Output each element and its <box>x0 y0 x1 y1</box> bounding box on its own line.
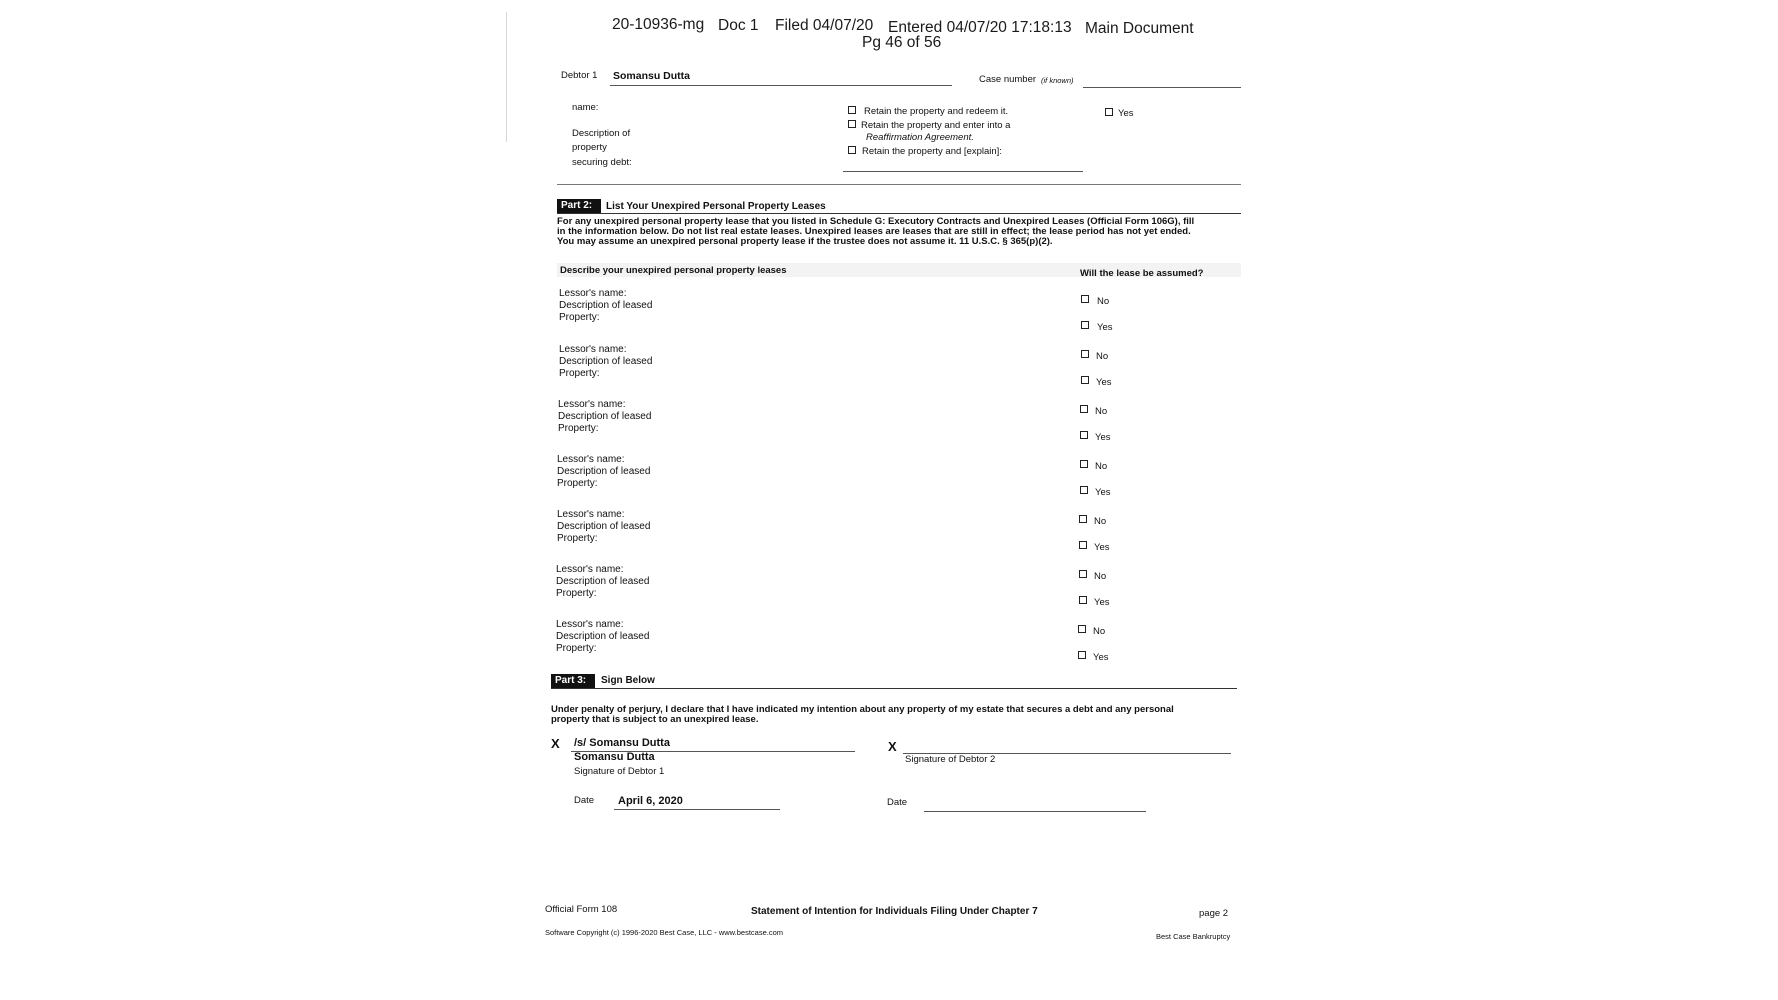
signature1-value[interactable]: /s/ Somansu Dutta <box>574 737 670 749</box>
debtor1-name-line <box>610 85 952 86</box>
retain-reaffirm-label-2: Reaffirmation Agreement. <box>866 132 974 143</box>
lessor-name-label: Lessor's name: <box>559 344 627 355</box>
filed-date: Filed 04/07/20 <box>775 17 874 34</box>
date1-value[interactable]: April 6, 2020 <box>618 795 683 807</box>
lease-assumed-no-checkbox[interactable] <box>1080 460 1088 468</box>
date1-line <box>614 809 780 810</box>
leased-description-label: Description of leased <box>556 576 650 587</box>
leased-property-label: Property: <box>556 588 597 599</box>
lease-assumed-no-label: No <box>1097 296 1110 307</box>
perjury-declaration <box>551 705 1241 725</box>
date2-label: Date <box>887 797 908 808</box>
lease-entry <box>556 619 649 655</box>
part2-tag: Part 2: <box>557 199 601 213</box>
lessor-name-label: Lessor's name: <box>557 509 625 520</box>
footer-form-title: Statement of Intention for Individuals Filing Under Chapter 7 <box>751 906 1038 917</box>
lease-assumed-no-label: No <box>1094 516 1107 527</box>
retain-reaffirm-label-1: Retain the property and enter into a <box>861 120 1011 131</box>
lease-entry <box>559 344 652 380</box>
entered-date: Entered 04/07/20 17:18:13 <box>888 19 1072 36</box>
case-number-label: Case number <box>979 74 1037 85</box>
retain-reaffirm-checkbox[interactable] <box>848 120 856 128</box>
perjury-declaration-line-1: Under penalty of perjury, I declare that I have indicated my intention about any property of my estate that secures a debt and any personal <box>551 704 1174 715</box>
lease-assumed-yes-label: Yes <box>1093 652 1109 663</box>
footer-page-number: page 2 <box>1199 908 1229 919</box>
lease-assumed-yes-checkbox[interactable] <box>1079 541 1087 549</box>
perjury-declaration-line-2: property that is subject to an unexpired lease. <box>551 714 759 725</box>
lease-assumed-yes-checkbox[interactable] <box>1080 431 1088 439</box>
leased-property-label: Property: <box>559 312 600 323</box>
lease-assumed-no-checkbox[interactable] <box>1081 295 1089 303</box>
lease-entry <box>557 509 650 545</box>
lease-assumed-yes-label: Yes <box>1094 542 1110 553</box>
lease-assumed-no-label: No <box>1093 626 1106 637</box>
leased-description-label: Description of leased <box>558 411 652 422</box>
lease-assumed-no-label: No <box>1096 351 1109 362</box>
lease-assumed-yes-checkbox[interactable] <box>1081 321 1089 329</box>
signature1-printed-name: Somansu Dutta <box>574 751 655 763</box>
lessor-name-label: Lessor's name: <box>556 619 624 630</box>
page-of-header: Pg 46 of 56 <box>862 34 942 51</box>
lease-assumed-yes-checkbox[interactable] <box>1078 651 1086 659</box>
leased-description-label: Description of leased <box>559 300 653 311</box>
lessor-name-label: Lessor's name: <box>559 288 627 299</box>
leased-description-label: Description of leased <box>559 356 653 367</box>
part1-end-rule <box>557 184 1241 185</box>
part2-rule <box>557 213 1241 214</box>
property-description-label-1: Description of <box>572 128 631 139</box>
lease-assumed-no-checkbox[interactable] <box>1078 625 1086 633</box>
footer-brand: Best Case Bankruptcy <box>1156 932 1231 941</box>
signature1-x-mark: X <box>551 736 560 751</box>
lease-assumed-yes-label: Yes <box>1097 322 1113 333</box>
property-description-label-2: property <box>572 142 607 153</box>
leased-property-label: Property: <box>556 643 597 654</box>
lease-assumed-yes-label: Yes <box>1095 487 1111 498</box>
case-number-header: 20-10936-mg <box>612 16 705 33</box>
part2-instructions-line-3: You may assume an unexpired personal property lease if the trustee does not assume it. 11 U.S.C. § 365(p)(2). <box>557 236 1053 247</box>
lease-entry <box>558 399 651 435</box>
footer-form-number: Official Form 108 <box>545 904 618 915</box>
lease-col-assumed: Will the lease be assumed? <box>1080 268 1204 279</box>
retain-redeem-label: Retain the property and redeem it. <box>864 106 1009 117</box>
lease-assumed-no-label: No <box>1095 406 1108 417</box>
case-number-line <box>1083 87 1241 88</box>
lease-assumed-yes-checkbox[interactable] <box>1080 486 1088 494</box>
signature1-label: Signature of Debtor 1 <box>574 766 665 777</box>
debtor1-name: Somansu Dutta <box>613 70 691 82</box>
lease-entry <box>559 288 652 324</box>
lease-entry <box>556 564 649 600</box>
date2-line <box>924 811 1146 812</box>
lease-assumed-yes-checkbox[interactable] <box>1079 596 1087 604</box>
retain-explain-checkbox[interactable] <box>848 146 856 154</box>
lessor-name-label: Lessor's name: <box>558 399 626 410</box>
part2-instructions-line-2: in the information below. Do not list real estate leases. Unexpired leases are leases that are still in effect; the lease period has not yet ended. <box>557 226 1191 237</box>
leased-property-label: Property: <box>557 478 598 489</box>
page-edge-shadow <box>506 12 507 142</box>
lease-col-describe: Describe your unexpired personal property leases <box>560 265 787 276</box>
claimed-exempt-yes-label: Yes <box>1118 108 1134 119</box>
leased-property-label: Property: <box>557 533 598 544</box>
retain-explain-label: Retain the property and [explain]: <box>862 146 1002 157</box>
lease-assumed-no-checkbox[interactable] <box>1079 570 1087 578</box>
part3-title: Sign Below <box>601 675 655 686</box>
part2-instructions <box>557 217 1247 247</box>
lease-assumed-yes-checkbox[interactable] <box>1081 376 1089 384</box>
main-document-label: Main Document <box>1085 20 1194 37</box>
part3-rule <box>551 688 1237 689</box>
leased-property-label: Property: <box>559 368 600 379</box>
lessor-name-label: Lessor's name: <box>557 454 625 465</box>
lease-assumed-yes-label: Yes <box>1094 597 1110 608</box>
lease-assumed-no-checkbox[interactable] <box>1080 405 1088 413</box>
lease-assumed-yes-label: Yes <box>1096 377 1112 388</box>
leased-description-label: Description of leased <box>557 466 651 477</box>
lease-assumed-no-checkbox[interactable] <box>1081 350 1089 358</box>
part3-tag: Part 3: <box>551 674 595 688</box>
footer-copyright: Software Copyright (c) 1996-2020 Best Case, LLC - www.bestcase.com <box>545 928 784 937</box>
creditor-name-label: name: <box>572 102 599 113</box>
signature2-x-mark: X <box>888 739 897 754</box>
lessor-name-label: Lessor's name: <box>556 564 624 575</box>
leased-description-label: Description of leased <box>556 631 650 642</box>
retain-redeem-checkbox[interactable] <box>848 106 856 114</box>
debtor1-label: Debtor 1 <box>561 70 598 81</box>
date1-label: Date <box>574 795 595 806</box>
lease-assumed-no-label: No <box>1095 461 1108 472</box>
lease-assumed-no-label: No <box>1094 571 1107 582</box>
case-number-note: (if known) <box>1041 76 1074 85</box>
signature2-label: Signature of Debtor 2 <box>905 754 996 765</box>
leased-property-label: Property: <box>558 423 599 434</box>
part2-instructions-line-1: For any unexpired personal property lease that you listed in Schedule G: Executory Contracts and Unexpired Leases (Official Form 106G), fill <box>557 216 1195 227</box>
leased-description-label: Description of leased <box>557 521 651 532</box>
doc-number: Doc 1 <box>718 17 759 34</box>
lease-assumed-no-checkbox[interactable] <box>1079 515 1087 523</box>
property-description-label-3: securing debt: <box>572 157 632 168</box>
explain-line <box>843 171 1083 172</box>
lease-assumed-yes-label: Yes <box>1095 432 1111 443</box>
part2-title: List Your Unexpired Personal Property Leases <box>606 201 826 212</box>
lease-entry <box>557 454 650 490</box>
claimed-exempt-yes-checkbox[interactable] <box>1105 108 1113 116</box>
